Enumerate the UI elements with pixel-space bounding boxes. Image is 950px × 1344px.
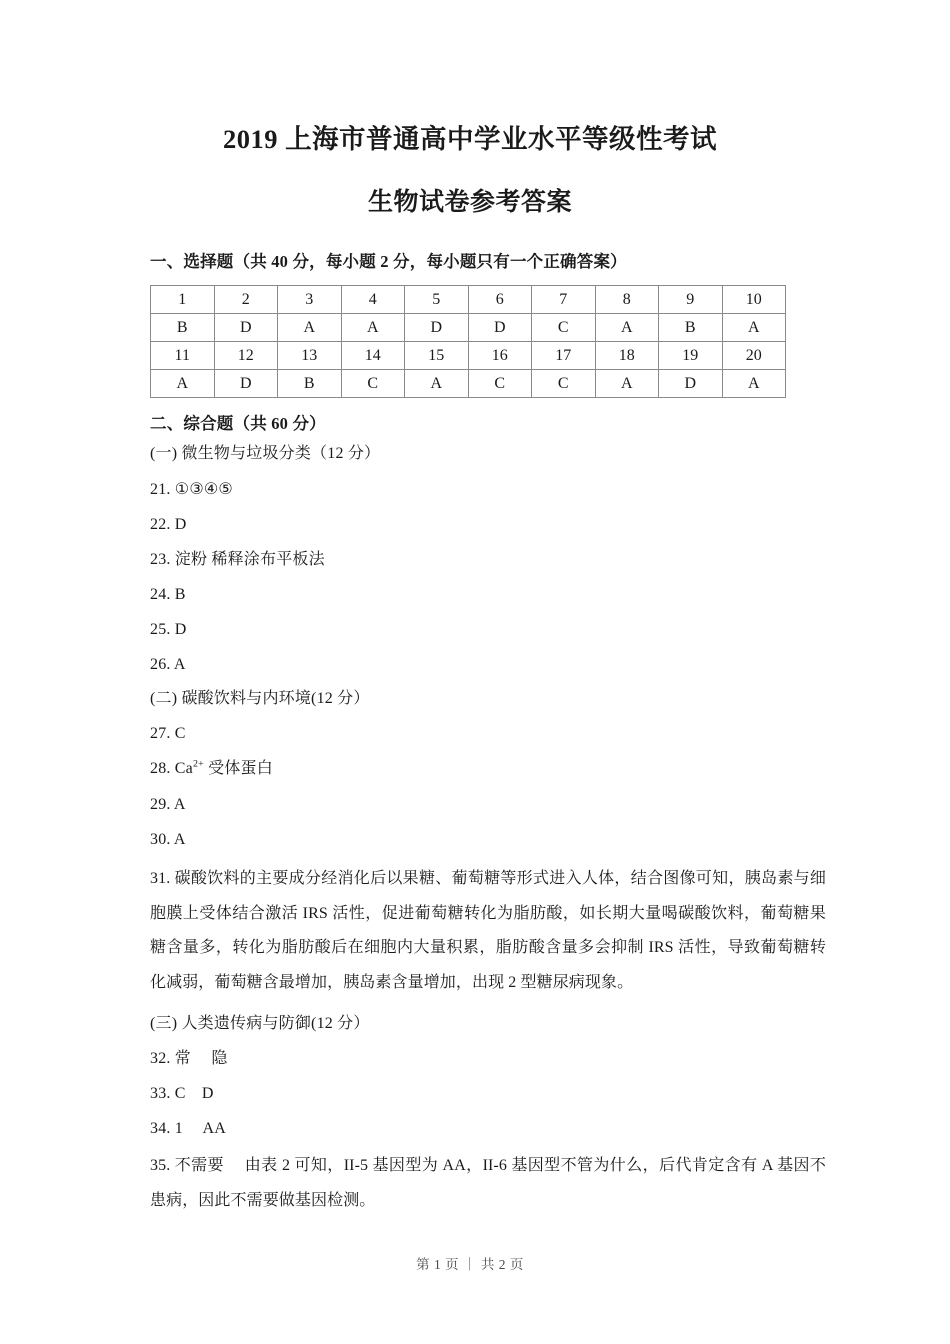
document-title-line2: 生物试卷参考答案 [367,189,572,216]
table-row [151,286,786,314]
table-cell: D [214,370,278,398]
table-cell: A [595,370,659,398]
answer-33: 33. C D [150,1085,214,1102]
section-two-heading: 二、综合题（共 60 分） [150,414,326,433]
table-cell: 8 [595,286,659,314]
answer-27: 27. C [150,725,186,742]
table-cell: 13 [278,342,342,370]
table-cell: D [405,314,469,342]
part-three-heading: (三) 人类遗传病与防御(12 分） [150,1015,370,1032]
table-cell: 3 [278,286,342,314]
table-cell: 2 [214,286,278,314]
answer-26: 26. A [150,656,186,673]
answer-34: 34. 1 AA [150,1120,227,1137]
table-cell: 5 [405,286,469,314]
table-cell: D [214,314,278,342]
answer-23: 23. 淀粉 稀释涂布平板法 [150,551,325,568]
answer-28-prefix: 28. Ca [150,760,193,777]
table-cell: 12 [214,342,278,370]
table-cell: C [532,370,596,398]
table-row [151,314,786,342]
table-cell: 16 [468,342,532,370]
answer-32: 32. 常 隐 [150,1050,228,1067]
multiple-choice-answer-table [150,285,786,398]
table-cell: A [341,314,405,342]
table-cell: A [595,314,659,342]
table-cell: B [278,370,342,398]
answer-28-suffix: 受体蛋白 [203,760,273,777]
answer-25: 25. D [150,621,187,638]
answer-24: 24. B [150,586,186,603]
table-cell: A [722,370,786,398]
table-cell: A [278,314,342,342]
section-one-heading: 一、选择题（共 40 分，每小题 2 分，每小题只有一个正确答案） [150,252,627,271]
answer-35: 35. 不需要 由表 2 可知，II-5 基因型为 AA，II-6 基因型不管为什么，后代肯定含有 A 基因不患病，因此不需要做基因检测。 [150,1157,826,1209]
table-cell: 15 [405,342,469,370]
table-cell: D [468,314,532,342]
answer-21: 21. ①③④⑤ [150,481,233,498]
table-row [151,342,786,370]
answer-31: 31. 碳酸饮料的主要成分经消化后以果糖、葡萄糖等形式进入人体，结合图像可知，胰岛素与细胞膜上受体结合激活 IRS 活性，促进葡萄糖转化为脂肪酸，如长期大量喝碳酸饮料，葡萄糖果糖含量多，转化为脂肪酸后在细胞内大量积累，脂肪酸含量多会抑制 IRS 活性，导致葡萄糖转化减弱，葡萄糖含最增加，胰岛素含量增加，出现 2 型糖尿病现象。 [150,870,826,991]
answer-29: 29. A [150,796,186,813]
table-cell: C [341,370,405,398]
part-one-heading: (一) 微生物与垃圾分类（12 分） [150,445,381,462]
table-cell: C [468,370,532,398]
table-cell: A [151,370,215,398]
table-cell: A [722,314,786,342]
table-cell: A [405,370,469,398]
table-cell: 4 [341,286,405,314]
table-row [151,370,786,398]
table-cell: 11 [151,342,215,370]
table-cell: 7 [532,286,596,314]
table-cell: 14 [341,342,405,370]
table-cell: 10 [722,286,786,314]
answer-22: 22. D [150,516,187,533]
table-cell: C [532,314,596,342]
table-cell: B [659,314,723,342]
table-cell: 20 [722,342,786,370]
answer-28 [150,759,273,778]
table-cell: 1 [151,286,215,314]
table-cell: 9 [659,286,723,314]
document-title-line1: 2019 上海市普通高中学业水平等级性考试 [222,124,718,154]
answer-28-superscript: 2+ [192,758,204,770]
table-cell: D [659,370,723,398]
part-two-heading: (二) 碳酸饮料与内环境(12 分） [150,690,370,707]
table-cell: 17 [532,342,596,370]
table-cell: 18 [595,342,659,370]
table-cell: B [151,314,215,342]
table-cell: 19 [659,342,723,370]
answer-30: 30. A [150,831,186,848]
table-cell: 6 [468,286,532,314]
page-footer: 第 1 页 ｜ 共 2 页 [416,1257,524,1272]
